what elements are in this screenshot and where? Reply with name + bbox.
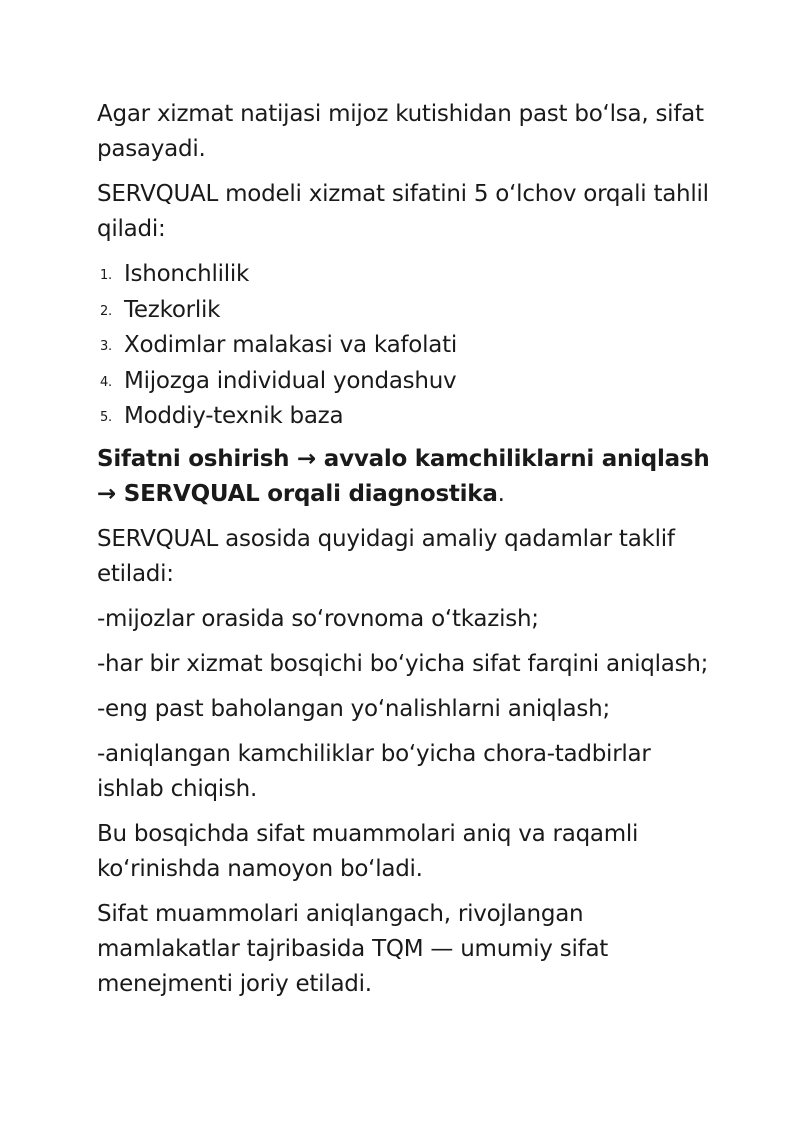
list-number: 5. xyxy=(100,410,112,425)
list-item xyxy=(97,328,717,364)
model-intro-paragraph: SERVQUAL modeli xizmat sifatini 5 o‘lchov orqali tahlil qiladi: xyxy=(97,181,709,242)
step-paragraph: -eng past baholangan yo‘nalishlarni aniqlash; xyxy=(97,695,610,722)
step-paragraph: -har bir xizmat bosqichi bo‘yicha sifat farqini aniqlash; xyxy=(97,650,709,677)
list-number: 4. xyxy=(100,374,112,390)
steps-intro-paragraph: SERVQUAL asosida quyidagi amaliy qadamlar taklif etiladi: xyxy=(97,525,675,587)
list-number: 2. xyxy=(100,303,112,319)
bold-statement-period: . xyxy=(497,480,505,507)
list-item xyxy=(97,293,717,329)
intro-paragraph: Agar xizmat natijasi mijoz kutishidan past bo‘lsa, sifat pasayadi. xyxy=(97,101,704,162)
document-page xyxy=(97,97,717,1012)
bold-statement: Sifatni oshirish → avvalo kamchiliklarni aniqlash → SERVQUAL orqali diagnostika xyxy=(97,445,710,507)
list-number: 1. xyxy=(100,268,112,283)
servqual-dimensions-list xyxy=(97,257,717,435)
step-paragraph: -mijozlar orasida so‘rovnoma o‘tkazish; xyxy=(97,605,539,632)
conclusion-paragraph: Sifat muammolari aniqlangach, rivojlangan mamlakatlar tajribasida TQM — umumiy sifat menejmenti joriy etiladi. xyxy=(97,900,609,997)
list-number: 3. xyxy=(100,339,112,354)
list-item xyxy=(97,399,717,435)
list-item-label: Moddiy-texnik baza xyxy=(124,403,344,429)
list-item-label: Xodimlar malakasi va kafolati xyxy=(124,332,457,358)
bold-statement-paragraph xyxy=(97,442,717,512)
list-item-label: Tezkorlik xyxy=(124,296,221,323)
list-item xyxy=(97,364,717,400)
step-paragraph: -aniqlangan kamchiliklar bo‘yicha chora-tadbirlar ishlab chiqish. xyxy=(97,740,651,802)
list-item-label: Ishonchlilik xyxy=(124,261,250,287)
list-item xyxy=(97,257,717,293)
conclusion-paragraph: Bu bosqichda sifat muammolari aniq va raqamli ko‘rinishda namoyon bo‘ladi. xyxy=(97,820,639,882)
list-item-label: Mijozga individual yondashuv xyxy=(124,367,457,394)
